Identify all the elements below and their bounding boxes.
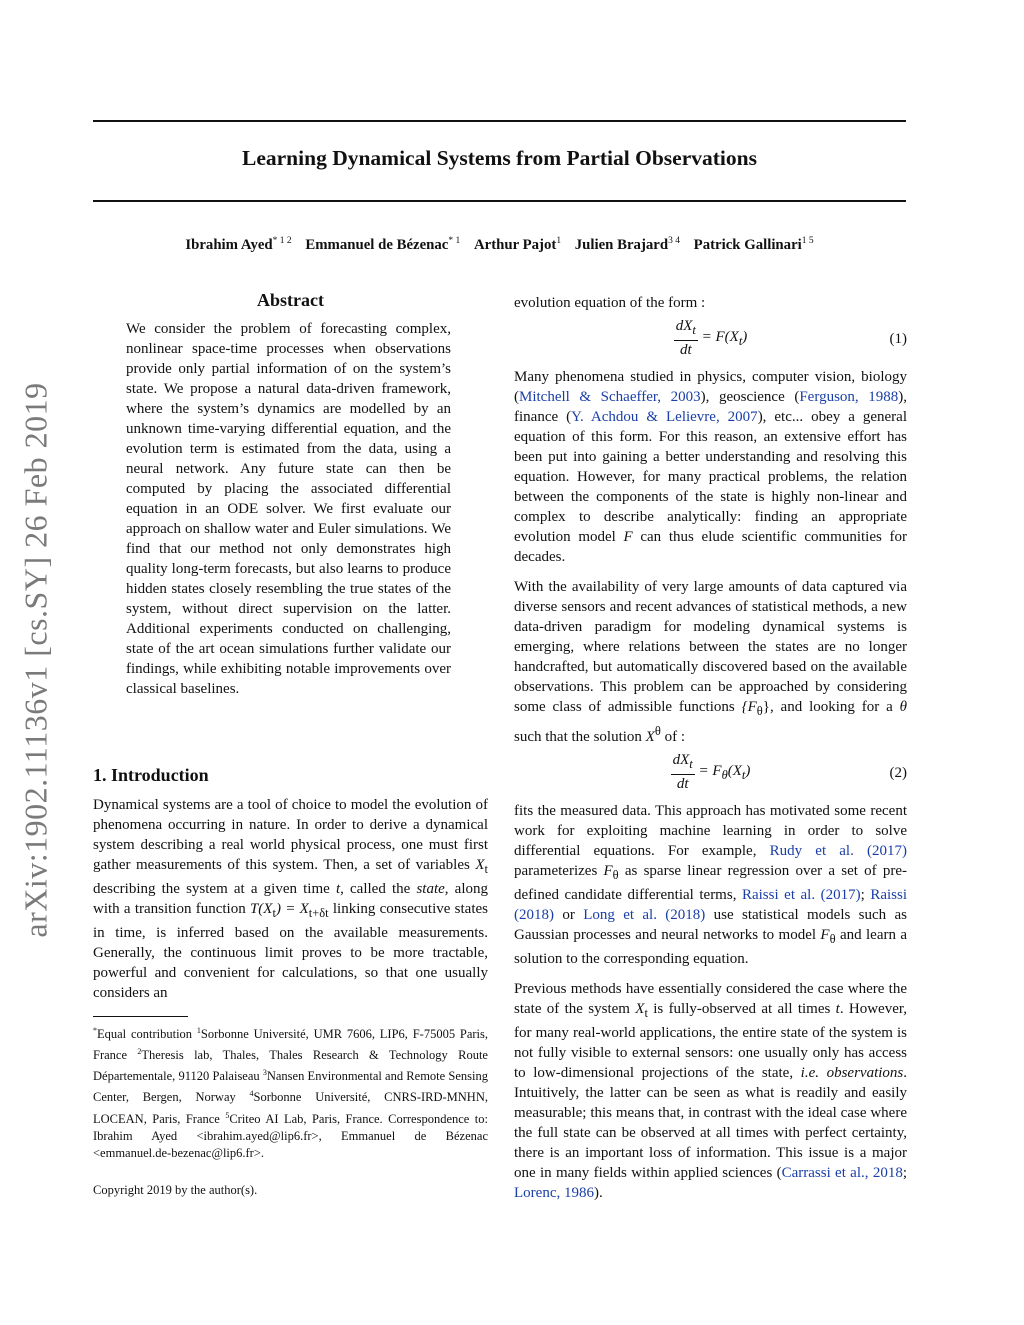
text-run: such that the solution: [514, 729, 646, 745]
math-expr: }: [762, 699, 770, 715]
footnote-mark: 5: [225, 1110, 230, 1120]
text-run: Previous methods have essentially considered the case where the state of the system: [514, 981, 907, 1017]
author-name: Patrick Gallinari: [693, 236, 802, 253]
author: [474, 237, 561, 253]
citation-link[interactable]: Lorenc, 1986: [514, 1185, 594, 1201]
author-affiliation-marks: 1: [556, 236, 562, 246]
equation-1: [514, 317, 907, 363]
abstract-heading: Abstract: [257, 290, 324, 310]
text-run: ), finance (: [514, 389, 907, 425]
math-var: X: [645, 729, 655, 745]
text-run: use statistical models such as Gaussian processes and neural networks to model: [514, 907, 908, 943]
author-affiliation-marks: 3 4: [668, 236, 680, 246]
footnote-mark: 3: [262, 1068, 267, 1078]
title-rule-bottom: [93, 200, 906, 202]
author: [305, 237, 460, 253]
math-sub: t: [738, 333, 743, 348]
right-column: [514, 293, 907, 1203]
math-expr: (X: [727, 762, 742, 779]
paragraph: [514, 801, 907, 969]
arxiv-stamp: arXiv:1902.11136v1 [cs.SY] 26 Feb 2019: [17, 382, 54, 938]
paper-title: Learning Dynamical Systems from Partial Observations: [242, 146, 757, 170]
equation-body: [514, 751, 907, 794]
equation-rhs: [698, 762, 751, 782]
text-run: With the availability of very large amounts of data captured via diverse sensors and recent advances of statistical methods, a new data-driven paradigm for modeling dynamical systems is emerging, where relations between the states are no longer handcrafted, but automatically discovered based on the available observations. This problem can be approached by considering some class of admissible functions: [514, 579, 907, 715]
math-expr: = F: [698, 762, 722, 779]
paragraph: [514, 979, 907, 1203]
footnote-mark: 1: [196, 1026, 201, 1035]
math-expr: ): [745, 762, 751, 779]
footnote-mark: 2: [137, 1047, 142, 1057]
equation-number: (2): [889, 765, 907, 781]
text-run: and learn a solution to the corresponding equation.: [514, 927, 908, 967]
math-var: dX: [675, 318, 693, 334]
math-var: F: [820, 927, 830, 943]
equation-rhs: [701, 328, 748, 348]
math-var: t: [835, 1001, 840, 1017]
math-expr: ) = X: [275, 901, 309, 917]
author: [694, 237, 814, 253]
fraction: [674, 317, 698, 360]
math-var: X: [475, 857, 485, 873]
text-run: , called the: [340, 881, 417, 897]
author-affiliation-marks: 1 5: [801, 236, 814, 246]
fraction: [671, 751, 695, 794]
footnote-mark: *: [93, 1026, 97, 1035]
math-sub: t: [692, 323, 696, 337]
math-sub: t: [689, 757, 693, 771]
math-sup: θ: [654, 724, 661, 738]
author-affiliation-marks: * 1: [448, 236, 461, 246]
footnote-text: Equal contribution: [97, 1027, 197, 1042]
math-sub: θ: [721, 767, 728, 782]
citation-link[interactable]: Ferguson, 1988: [799, 389, 899, 405]
author: [575, 237, 680, 253]
text-run: as sparse linear regression over a set of pre-defined candidate differential terms,: [514, 863, 908, 903]
citation-link[interactable]: Long et al. (2018): [583, 907, 706, 923]
text-run: is fully-observed at all times: [647, 1001, 836, 1017]
text-run: ), geoscience (: [700, 389, 800, 405]
equation-lead-in: evolution equation of the form :: [514, 295, 706, 311]
math-var: X: [635, 1001, 645, 1017]
text-run: linking consecutive states in time, is inferred based on the available measurements. Generally, the continuous limit proves to be more tractable, powerful and convenient for calculations, so that one usually considers an: [93, 901, 488, 1001]
equation-2: [514, 751, 907, 797]
equation-number: (1): [889, 331, 907, 347]
text-run: parameterizes: [514, 863, 604, 879]
fraction-numerator: [674, 317, 698, 341]
text-run: ), etc... obey a general equation of this form. For this reason, an extensive effort has been put into gaining a better understanding and resolving this equation. However, for many practical problems, the relation between the components of the state is highly non-linear and complex to describe analytically: finding an appropriate evolution model: [514, 409, 907, 545]
emphasis: state: [416, 881, 445, 897]
copyright-notice: Copyright 2019 by the author(s).: [93, 1182, 258, 1197]
text-run: , and looking for a: [769, 699, 900, 715]
footnote-text: Theresis lab, Thales, Thales Research & Technology Route Départementale, 91120 Palaiseau: [93, 1048, 488, 1084]
text-run: . Intuitively, the latter can be seen as what is readily and easily measurable; this means that, in contrast with the ideal case where the full state can be observed at all times with perfect certainty, there is an important loss of information. This issue is a major one in many fields within applied sciences (: [514, 1065, 907, 1181]
text-run: , along with a transition function: [93, 881, 488, 917]
math-sub: θ: [829, 932, 836, 946]
math-sub: t: [741, 767, 746, 782]
math-var: F: [603, 863, 613, 879]
equation-body: [514, 317, 907, 360]
citation-link[interactable]: Mitchell & Schaeffer, 2003: [519, 389, 701, 405]
author: [185, 237, 291, 253]
math-expr: = F(X: [701, 328, 739, 345]
math-var: F: [623, 529, 633, 545]
footnote: [93, 1022, 488, 1162]
citation-link[interactable]: Carrassi et al., 2018: [781, 1165, 903, 1181]
math-sub: t: [272, 906, 276, 920]
intro-paragraph: [93, 795, 488, 1003]
paragraph: [514, 367, 907, 567]
author-name: Ibrahim Ayed: [185, 236, 273, 253]
math-sub: θ: [612, 868, 619, 882]
math-var: dX: [672, 752, 690, 768]
text-run: ).: [593, 1185, 603, 1201]
footnote-text: Criteo AI Lab, Paris, France. Correspondence to: Ibrahim Ayed <ibrahim.ayed@lip6.fr>, Emmanuel de Bézenac <emmanuel.de-bezenac@lip6.fr>.: [93, 1111, 488, 1160]
citation-link[interactable]: Raissi et al. (2017): [741, 887, 861, 903]
math-var: θ: [899, 699, 907, 715]
text-run: . However, for many real-world applications, the entire state of the system is not fully visible to external sensors: one usually only has access to low-dimensional projections of the state,: [514, 1001, 908, 1081]
text-run: describing the system at a given time: [93, 881, 336, 897]
left-column: [93, 290, 488, 1200]
text-run: can thus elude scientific communities for decades.: [514, 529, 908, 565]
math-var: t: [335, 881, 341, 897]
fraction-denominator: dt: [676, 776, 689, 792]
citation-link[interactable]: Y. Achdou & Lelievre, 2007: [571, 409, 758, 425]
text-run: ;: [860, 887, 871, 903]
footnote-text: Sorbonne Université, UMR 7606, LIP6, F-75005 Paris, France: [93, 1027, 489, 1063]
author-name: Julien Brajard: [574, 236, 669, 253]
author-list: [93, 236, 906, 254]
math-sub: t: [644, 1006, 648, 1020]
math-sub: t: [484, 862, 488, 876]
math-expr: T(X: [249, 901, 273, 917]
math-sub: t+δt: [308, 906, 329, 920]
math-sub: θ: [756, 704, 763, 718]
math-expr: {F: [741, 699, 757, 715]
text-run: or: [554, 907, 584, 923]
abstract-text: We consider the problem of forecasting complex, nonlinear space-time processes when observations provide only partial information of on the system’s state. We propose a natural data-driven framework, where the system’s dynamics are modelled by an unknown time-varying differential equation, and the evolution term is estimated from the data, using a neural network. Any future state can then be computed by placing the associated differential equation in an ODE solver. We first evaluate our approach on shallow water and Euler simulations. We find that our method not only demonstrates high quality long-term forecasts, but also learns to produce hidden states closely resembling the true states of the system, without direct supervision on the latter. Additional experiments conducted on challenging, state of the art ocean simulations further validate our findings, while exhibiting notable improvements over classical baselines.: [126, 321, 451, 697]
footnote-mark: 4: [249, 1089, 254, 1099]
footnote-text: Nansen Environmental and Remote Sensing Center, Bergen, Norway: [93, 1069, 488, 1105]
section-heading-introduction: 1. Introduction: [93, 765, 209, 785]
text-run: of :: [660, 729, 685, 745]
fraction-denominator: dt: [679, 342, 692, 358]
author-name: Emmanuel de Bézenac: [305, 236, 449, 253]
footnote-text: Sorbonne Université, CNRS-IRD-MNHN, LOCEAN, Paris, France: [93, 1090, 488, 1126]
text-run: Dynamical systems are a tool of choice to model the evolution of phenomena occurring in nature. In order to derive a dynamical system describing a real world physical process, one must first gather measurements of this system. Then, a set of variables: [93, 797, 488, 873]
citation-link[interactable]: Raissi (2018): [514, 887, 907, 923]
emphasis: i.e. observations: [800, 1065, 904, 1081]
text-run: ;: [902, 1165, 907, 1181]
math-expr: ): [742, 328, 748, 345]
text-run: Many phenomena studied in physics, computer vision, biology (: [514, 369, 907, 405]
title-rule-top: [93, 120, 906, 122]
text-run: fits the measured data. This approach has motivated some recent work for exploiting machine learning in order to solve differential equations. For example,: [514, 803, 907, 859]
footnote-rule: [93, 1016, 188, 1017]
author-name: Arthur Pajot: [473, 236, 557, 253]
citation-link[interactable]: Rudy et al. (2017): [769, 843, 907, 859]
fraction-numerator: [671, 751, 695, 775]
paragraph: [514, 577, 907, 747]
author-affiliation-marks: * 1 2: [272, 236, 292, 246]
